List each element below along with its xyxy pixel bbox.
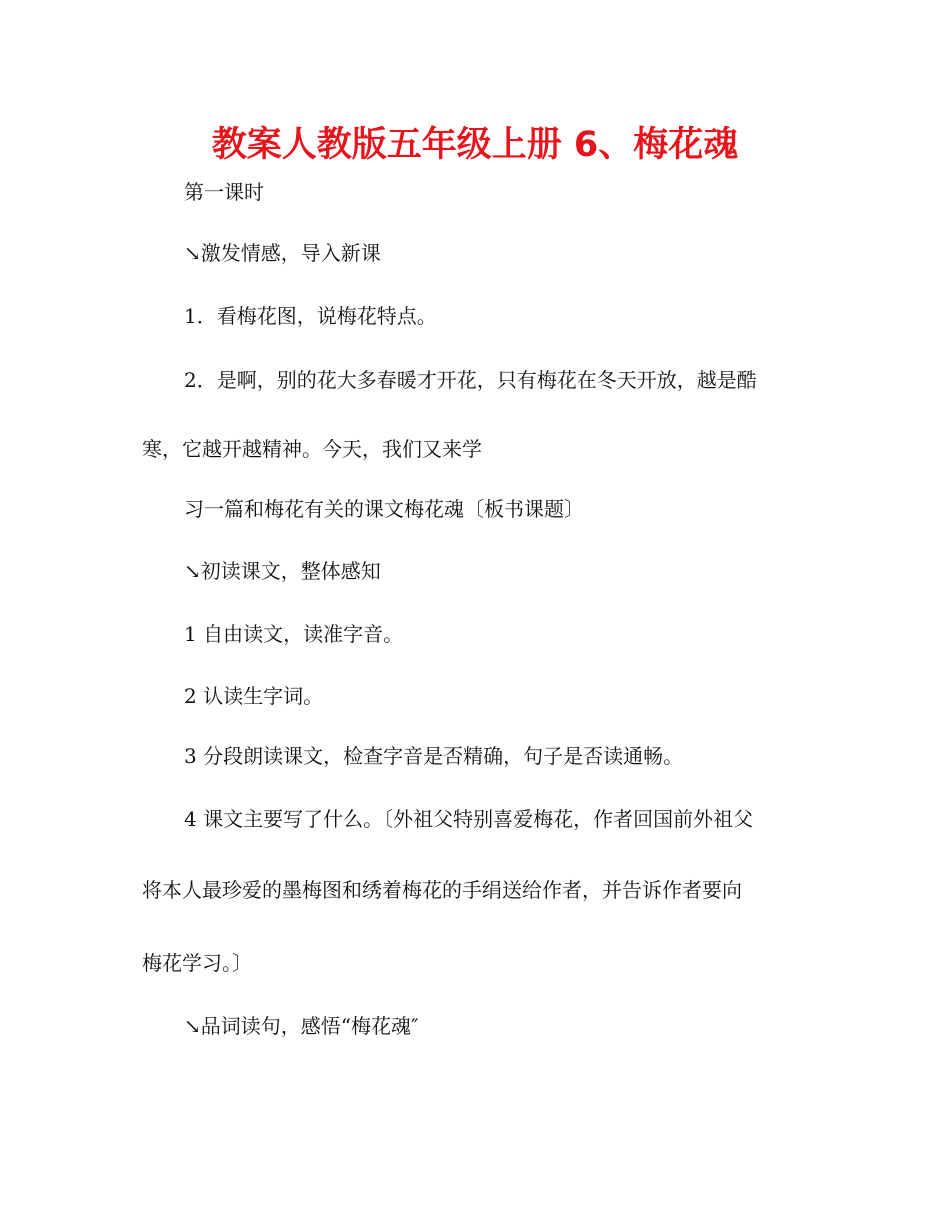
paragraph-item-5: 3 分段朗读课文，检查字音是否精确，句子是否读通畅。 [184, 744, 684, 768]
section-heading-2: ↘初读课文，整体感知 [184, 559, 381, 583]
paragraph-item-3: 1 自由读文，读准字音。 [184, 622, 404, 646]
paragraph-item-4: 2 认读生字词。 [184, 684, 324, 708]
document-title: 教案人教版五年级上册 6、梅花魂 [211, 125, 739, 165]
paragraph-item-6-cont: 将本人最珍爱的墨梅图和绣着梅花的手绢送给作者，并告诉作者要向 [142, 878, 742, 902]
paragraph-item-2: 2．是啊，别的花大多春暖才开花，只有梅花在冬天开放，越是酷 [184, 368, 757, 392]
paragraph-item-6: 4 课文主要写了什么。〔外祖父特别喜爱梅花，作者回国前外祖父 [184, 807, 754, 831]
paragraph-item-2-cont: 寒，它越开越精神。今天，我们又来学 [142, 437, 482, 461]
paragraph-item-2-cont2: 习一篇和梅花有关的课文梅花魂〔板书课题〕 [184, 497, 584, 521]
paragraph-item-6-cont2: 梅花学习。〕 [142, 951, 252, 975]
section-heading-3: ↘品词读句，感悟“梅花魂″ [184, 1014, 419, 1038]
section-heading-1: ↘激发情感，导入新课 [184, 241, 381, 265]
lesson-period: 第一课时 [184, 180, 264, 204]
paragraph-item-1: 1．看梅花图，说梅花特点。 [184, 304, 437, 328]
